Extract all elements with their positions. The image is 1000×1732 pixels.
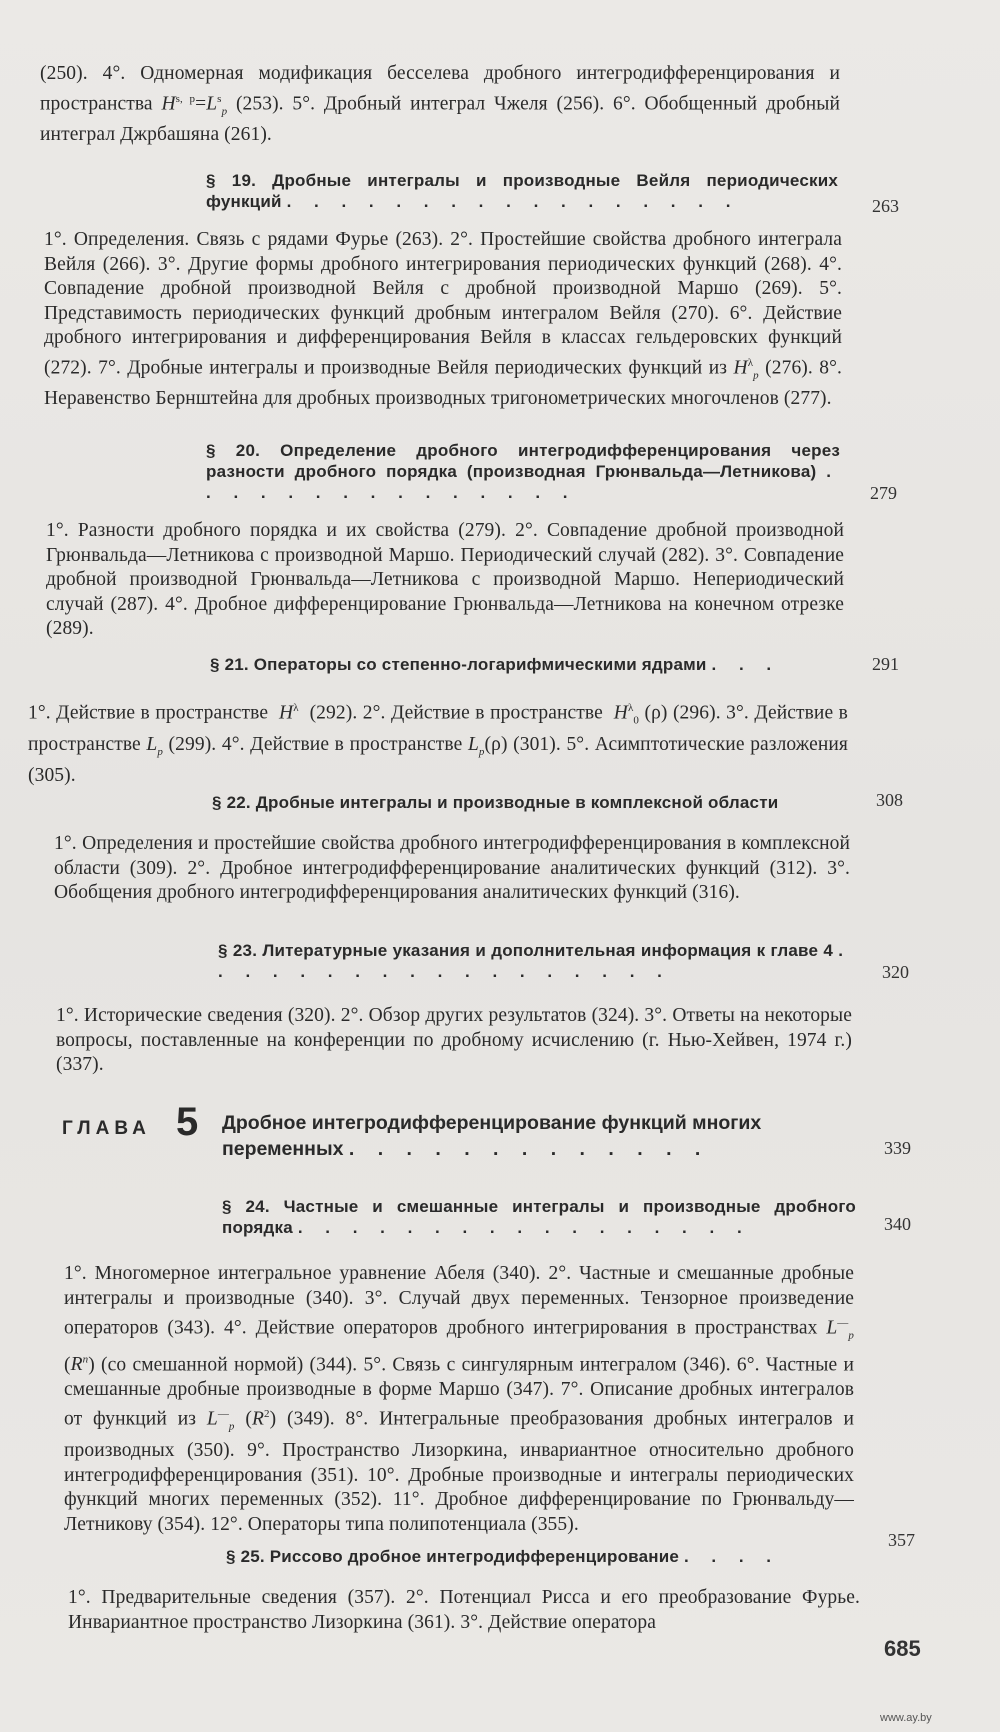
section-22-title: § 22. Дробные интегралы и производные в комплексной области xyxy=(212,793,779,812)
watermark: www.ay.by xyxy=(880,1712,932,1724)
section-21-text: 1°. Действие в пространстве $H^\lambda$ (292). 2°. Действие в пространстве $H^\lambda_0$ (ρ) (296). 3°. Действие в пространстве $L_p$ (299). 4°. Действие в пространстве $L_p(\rho)$ (301). 5°. Асимптотические разложения (305). xyxy=(28,702,849,787)
chapter-title: Дробное интегродифференцирование функций многих переменных . . . . . . . . . . . . . xyxy=(222,1112,762,1160)
section-20-page: 279 xyxy=(870,483,897,503)
section-20-text: 1°. Разности дробного порядка и их свойства (279). 2°. Совпадение дробной производной Грюнвальда—Летникова с производной Маршо. Периодический случай (282). 3°. Совпадение дробной производной Грюнвальда—Летникова с производной Маршо. Непериодический случай (287). 4°. Дробное дифференцирование Грюнвальда—Летникова на конечном отрезке (289). xyxy=(46,520,844,639)
section-19-title: § 19. Дробные интегралы и производные Вейля периодических функций . . . . . . . . . . . . . . . . . xyxy=(206,171,838,211)
section-19-page: 263 xyxy=(872,196,899,216)
section-24-text: 1°. Многомерное интегральное уравнение Абеля (340). 2°. Частные и смешанные дробные интегралы и производные (340). 3°. Случай двух переменных. Тензорное произведение операторов (343). 4°. Действие операторов дробного интегрирования в пространствах $L^—_p$ $(R^n)$ (со смешанной нормой) (344). 5°. Связь с сингулярным интегралом (346). 6°. Частные и смешанные дробные производные в форме Маршо (347). 7°. Описание дробных интегралов от функций из $L^—_p$ $(R^2)$ (349). 8°. Интегральные преобразования дробных интегралов и производных (350). 9°. Пространство Лизоркина, инвариантное относительно дробного интегродифференцирования (351). 10°. Дробные производные и интегралы периодических функций многих переменных (352). 11°. Дробное дифференцирование по Грюнвальду—Летникову (354). 12°. Операторы типа полипотенциала (355). xyxy=(64,1263,854,1535)
chapter-label: ГЛАВА xyxy=(62,1118,151,1139)
chapter-title-text: Дробное интегродифференцирование функций многих переменных xyxy=(222,1112,762,1160)
section-25-title: § 25. Риссово дробное интегродифференцирование . . . . xyxy=(226,1547,781,1566)
section-25-text: 1°. Предварительные сведения (357). 2°. Потенциал Рисса и его преобразование Фурье. Инвариантное пространство Лизоркина (361). 3°. Действие оператора xyxy=(68,1587,860,1633)
section-21-page: 291 xyxy=(872,654,899,674)
section-24-title: § 24. Частные и смешанные интегралы и производные дробного порядка . . . . . . . . . . . . . . . . . xyxy=(222,1197,856,1237)
chapter-page: 339 xyxy=(884,1138,911,1158)
section-23-title: § 23. Литературные указания и дополнительная информация к главе 4 . . . . . . . . . . . . . . . . . . xyxy=(218,941,852,981)
page-number: 685 xyxy=(884,1636,921,1661)
section-25-page: 357 xyxy=(888,1530,915,1550)
section-23-page: 320 xyxy=(882,962,909,982)
section-20-title: § 20. Определение дробного интегродифференцирования через разности дробного порядка (производная Грюнвальда—Летникова) . . . . . . . . . . . . . . . xyxy=(206,441,840,502)
section-23-text: 1°. Исторические сведения (320). 2°. Обзор других результатов (324). 3°. Ответы на некоторые вопросы, поставленные на конференции по дробному исчислению (г. Нью-Хейвен, 1974 г.) (337). xyxy=(56,1005,852,1075)
chapter-number: 5 xyxy=(176,1100,199,1144)
section-22-page: 308 xyxy=(876,790,903,810)
intro-paragraph: (250). 4°. Одномерная модификация бесселева дробного интегродифференцирования и пространства $H^{s, p}=L^s_p$ (253). 5°. Дробный интеграл Чжеля (256). 6°. Обобщенный дробный интеграл Джрбашяна (261). xyxy=(40,63,840,146)
section-19-text: 1°. Определения. Связь с рядами Фурье (263). 2°. Простейшие свойства дробного интеграла Вейля (266). 3°. Другие формы дробного интегрирования периодических функций (268). 4°. Совпадение дробной производной Вейля с дробной производной Маршо (269). 5°. Представимость периодических функций дробным интегралом Вейля (270). 6°. Действие дробного интегрирования и дифференцирования Вейля в классах гельдеровских функций (272). 7°. Дробные интегралы и производные Вейля периодических функций из $H^\lambda_p$ (276). 8°. Неравенство Бернштейна для дробных производных тригонометрических многочленов (277). xyxy=(44,229,843,410)
section-22-text: 1°. Определения и простейшие свойства дробного интегродифференцирования в комплексной области (309). 2°. Дробное интегродифференцирование аналитических функций (312). 3°. Обобщения дробного интегродифференцирования аналитических функций (316). xyxy=(54,833,850,903)
section-21-title: § 21. Операторы со степенно-логарифмическими ядрами . . . xyxy=(210,655,781,674)
section-24-page: 340 xyxy=(884,1214,911,1234)
